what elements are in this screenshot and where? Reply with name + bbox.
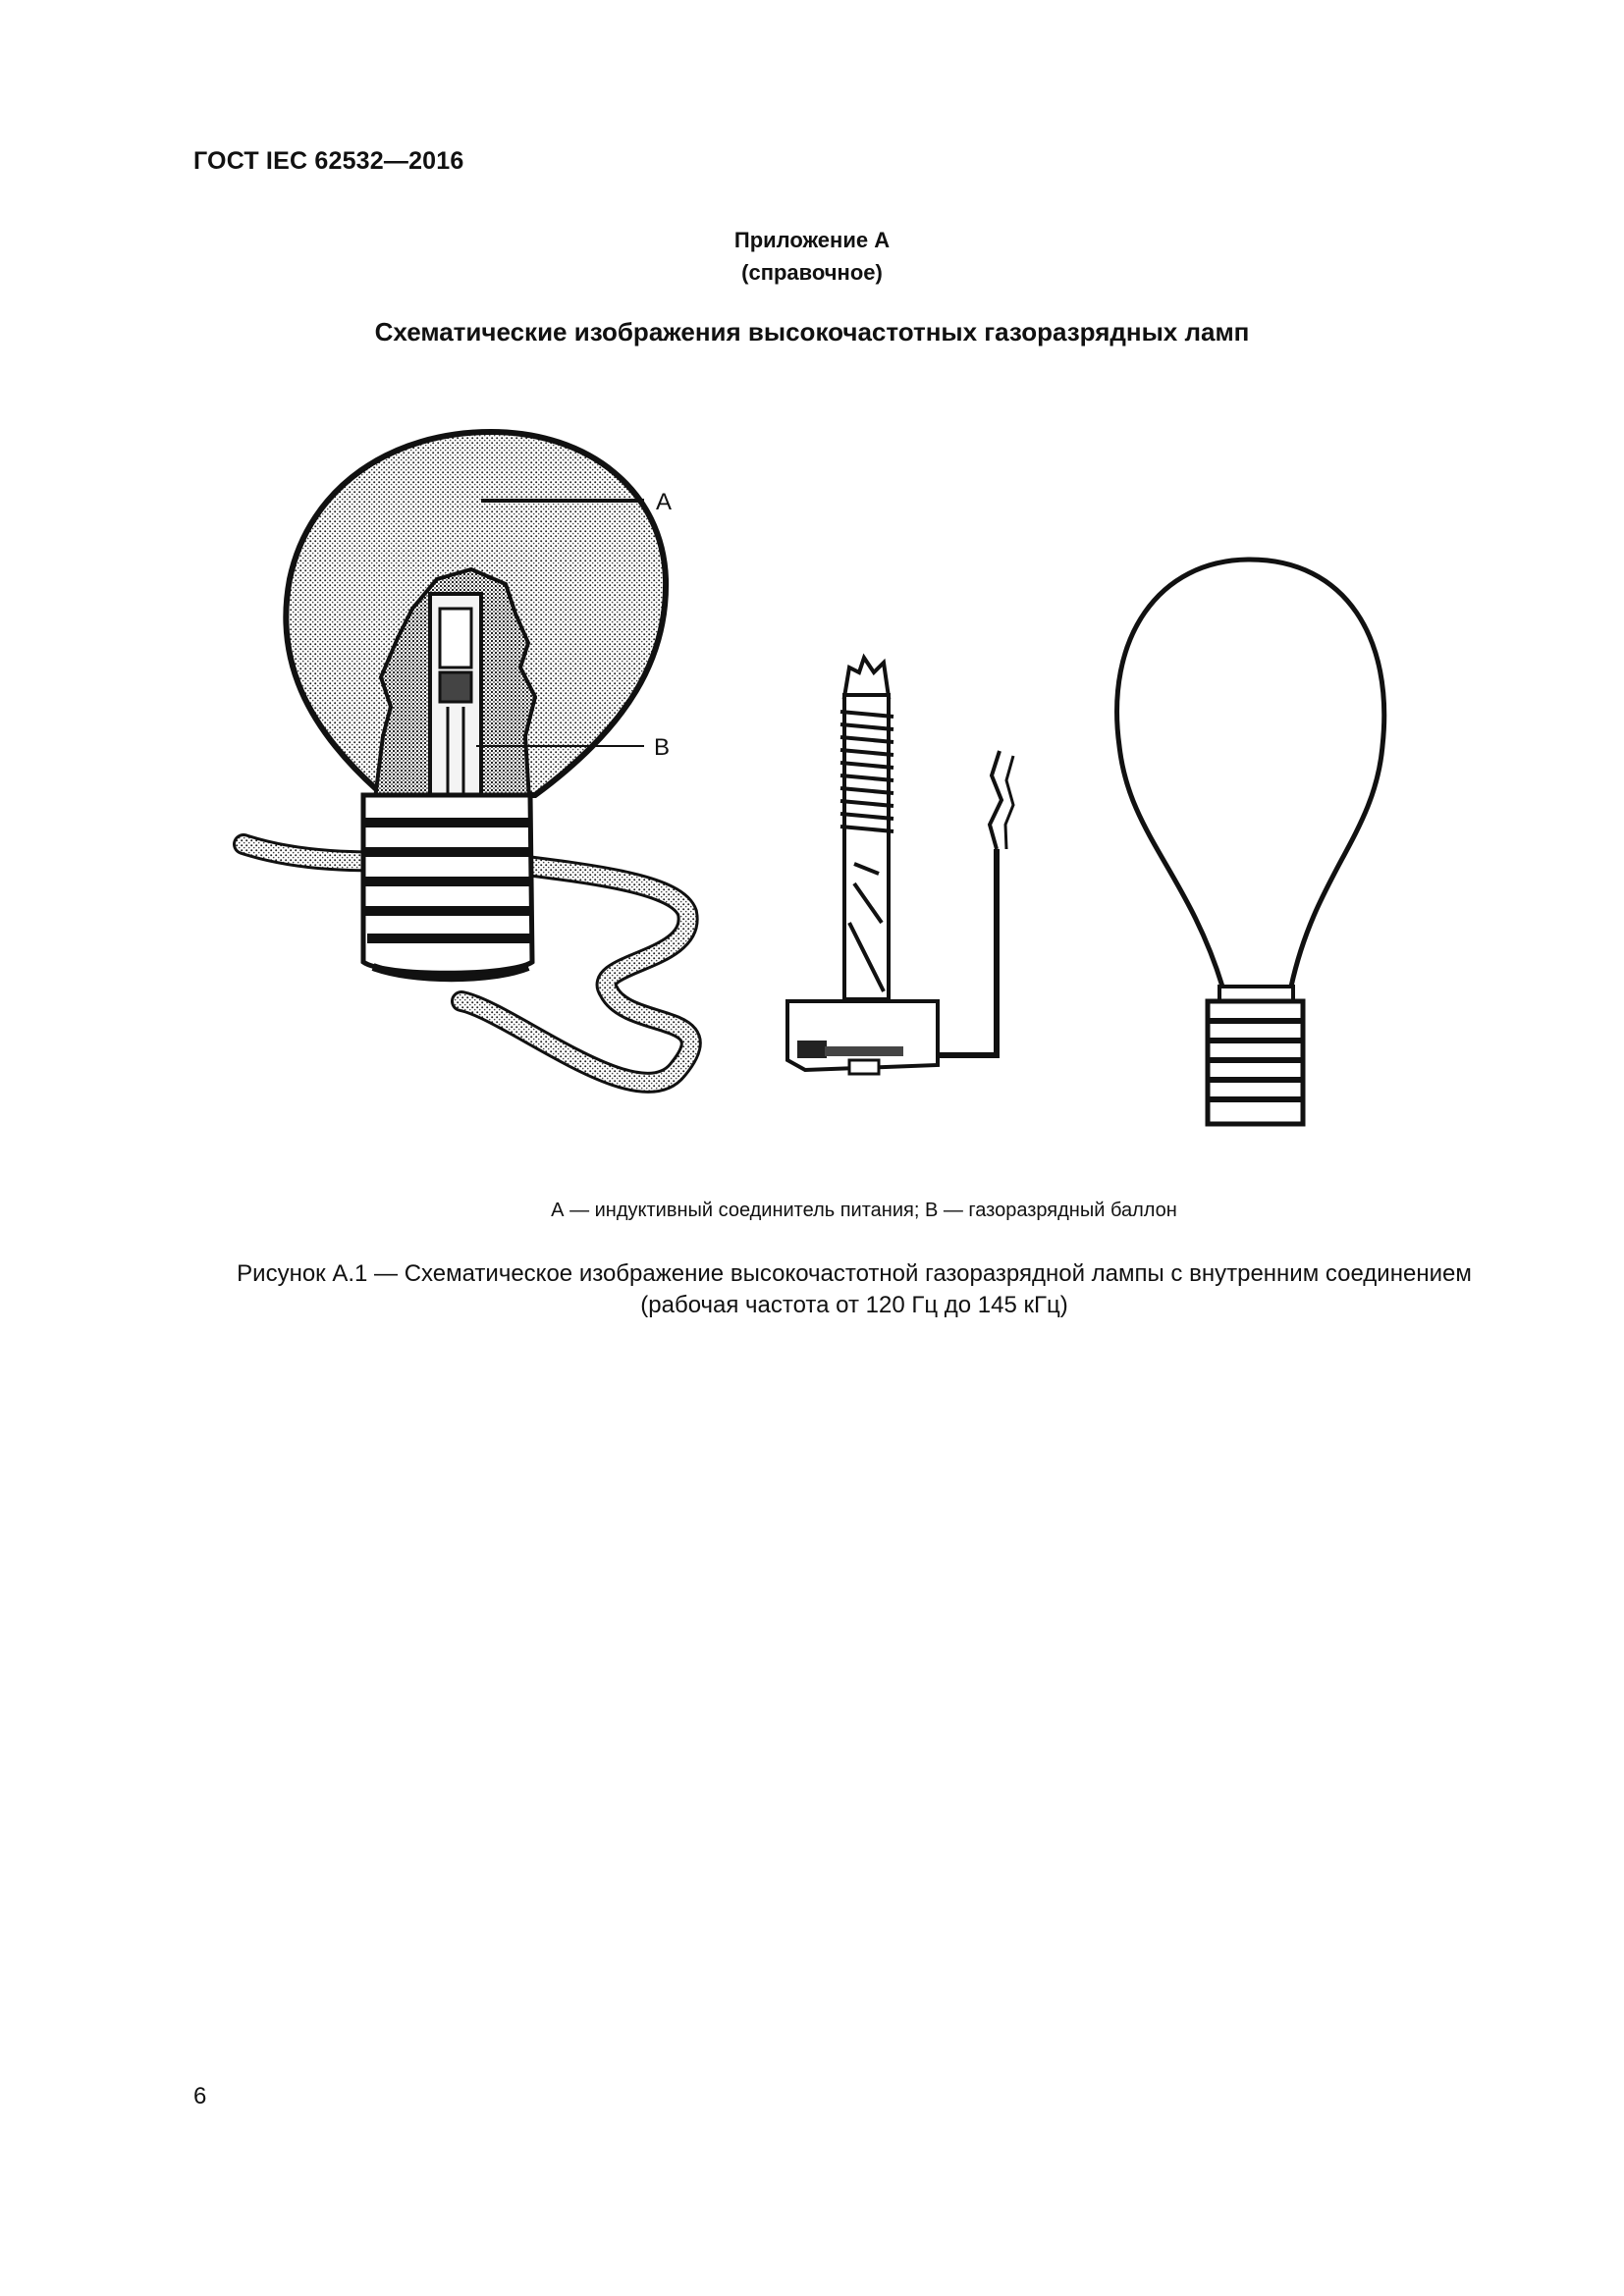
label-b: B	[654, 734, 671, 761]
figure-caption	[0, 1258, 1624, 1321]
outline-bulb-base	[1208, 1001, 1303, 1124]
appendix-title: Приложение А	[733, 228, 891, 252]
induction-coupler	[787, 658, 1013, 1074]
caption-line-1: Рисунок А.1 — Схематическое изображение высокочастотной газоразрядной лампы с внутренним соединением	[237, 1260, 1472, 1287]
discharge-bulb-outline	[1117, 560, 1384, 1124]
document-header: ГОСТ IEC 62532—2016	[193, 147, 464, 175]
section-title: Схематические изображения высокочастотных газоразрядных ламп	[374, 317, 1250, 347]
screw-base	[363, 795, 532, 978]
label-a: A	[656, 489, 673, 515]
page-number: 6	[193, 2083, 207, 2109]
appendix-heading	[0, 224, 1624, 289]
lamp-cutaway	[244, 432, 691, 1083]
figure-a1	[216, 412, 1492, 1188]
appendix-type: (справочное)	[741, 260, 883, 285]
figure-legend: А — индуктивный соединитель питания; В — газоразрядный баллон	[551, 1200, 1177, 1221]
lamp-illustrations	[216, 412, 1492, 1188]
caption-line-2: (рабочая частота от 120 Гц до 145 кГц)	[640, 1292, 1068, 1318]
